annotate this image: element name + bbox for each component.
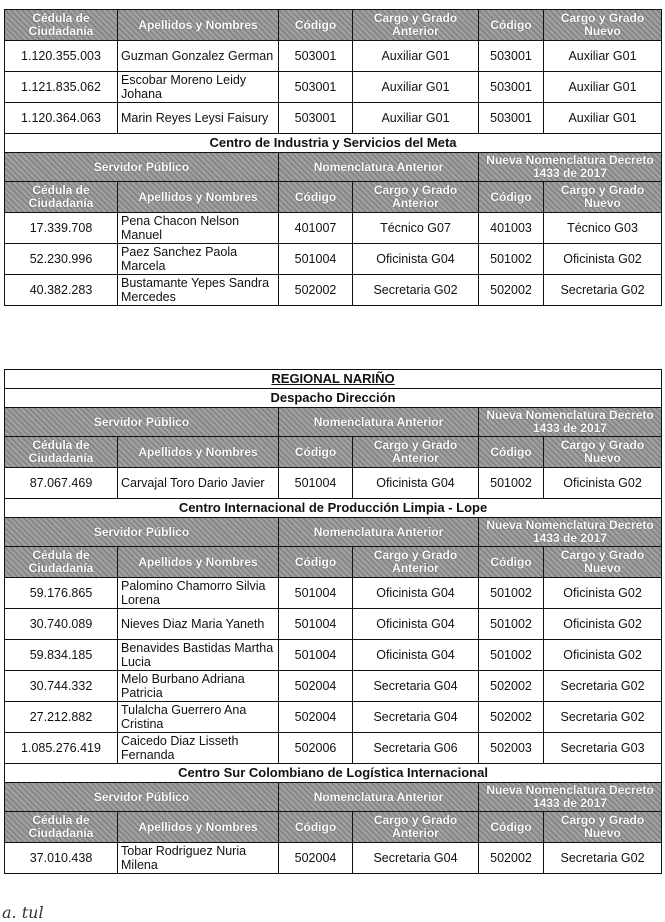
table-row [5, 103, 662, 134]
cell-codigo-nuevo: 501002 [479, 578, 544, 609]
table-row [5, 72, 662, 103]
cell-cedula: 1.120.355.003 [5, 41, 118, 72]
cell-cargo-anterior: Secretaria G02 [353, 275, 479, 306]
cell-nombre: Tobar Rodriguez Nuria Milena [118, 843, 279, 874]
header-servidor: Servidor Público [5, 783, 279, 812]
header-codigo-nuevo: Código [479, 182, 544, 213]
header-cargo-anterior: Cargo y Grado Anterior [353, 547, 479, 578]
cell-nombre: Marin Reyes Leysi Faisury [118, 103, 279, 134]
cell-cargo-nuevo: Secretaria G02 [544, 671, 662, 702]
table-row [5, 244, 662, 275]
header-nombres: Apellidos y Nombres [118, 547, 279, 578]
cell-cargo-nuevo: Secretaria G02 [544, 275, 662, 306]
cell-cargo-nuevo: Oficinista G02 [544, 609, 662, 640]
cell-cargo-anterior: Oficinista G04 [353, 640, 479, 671]
header-nueva: Nueva Nomenclatura Decreto 1433 de 2017 [479, 783, 662, 812]
cell-cargo-nuevo: Secretaria G03 [544, 733, 662, 764]
table-meta [4, 9, 662, 306]
cell-cedula: 1.120.364.063 [5, 103, 118, 134]
cell-cargo-nuevo: Auxiliar G01 [544, 103, 662, 134]
header-nombres: Apellidos y Nombres [118, 10, 279, 41]
cell-cargo-nuevo: Secretaria G02 [544, 843, 662, 874]
header-cedula: Cédula de Ciudadanía [5, 812, 118, 843]
section-title: Despacho Dirección [5, 389, 662, 408]
header-servidor: Servidor Público [5, 408, 279, 437]
cell-cargo-anterior: Oficinista G04 [353, 244, 479, 275]
table-row [5, 702, 662, 733]
cell-cargo-anterior: Secretaria G04 [353, 671, 479, 702]
cell-codigo-nuevo: 503001 [479, 72, 544, 103]
header-cedula: Cédula de Ciudadanía [5, 547, 118, 578]
table-row [5, 671, 662, 702]
column-header-row [5, 10, 662, 41]
cell-cedula: 17.339.708 [5, 213, 118, 244]
cell-cargo-nuevo: Oficinista G02 [544, 468, 662, 499]
cell-cedula: 87.067.469 [5, 468, 118, 499]
cell-codigo-anterior: 502004 [279, 843, 353, 874]
table-row [5, 733, 662, 764]
cell-cargo-anterior: Secretaria G04 [353, 843, 479, 874]
cell-codigo-anterior: 501004 [279, 468, 353, 499]
cell-cedula: 1.121.835.062 [5, 72, 118, 103]
cell-codigo-nuevo: 501002 [479, 244, 544, 275]
cell-codigo-anterior: 502004 [279, 671, 353, 702]
cell-nombre: Carvajal Toro Dario Javier [118, 468, 279, 499]
cell-codigo-nuevo: 501002 [479, 468, 544, 499]
cell-cargo-anterior: Auxiliar G01 [353, 72, 479, 103]
table-row [5, 213, 662, 244]
header-cargo-nuevo: Cargo y Grado Nuevo [544, 437, 662, 468]
cell-nombre: Nieves Diaz Maria Yaneth [118, 609, 279, 640]
cell-codigo-anterior: 501004 [279, 609, 353, 640]
cell-cedula: 40.382.283 [5, 275, 118, 306]
group-header-row [5, 408, 662, 437]
header-cedula: Cédula de Ciudadanía [5, 10, 118, 41]
header-codigo-nuevo: Código [479, 10, 544, 41]
header-cargo-nuevo: Cargo y Grado Nuevo [544, 182, 662, 213]
cell-codigo-nuevo: 501002 [479, 609, 544, 640]
cell-cargo-anterior: Oficinista G04 [353, 609, 479, 640]
cell-codigo-nuevo: 401003 [479, 213, 544, 244]
header-cargo-anterior: Cargo y Grado Anterior [353, 10, 479, 41]
table-row [5, 578, 662, 609]
cell-cedula: 27.212.882 [5, 702, 118, 733]
header-anterior: Nomenclatura Anterior [279, 153, 479, 182]
table-row [5, 468, 662, 499]
regional-title-row [5, 370, 662, 389]
cell-nombre: Caicedo Diaz Lisseth Fernanda [118, 733, 279, 764]
cell-codigo-nuevo: 502002 [479, 843, 544, 874]
group-header-row [5, 518, 662, 547]
cell-cedula: 59.176.865 [5, 578, 118, 609]
header-nueva: Nueva Nomenclatura Decreto 1433 de 2017 [479, 518, 662, 547]
header-codigo-anterior: Código [279, 437, 353, 468]
header-codigo-nuevo: Código [479, 812, 544, 843]
cell-cargo-anterior: Secretaria G06 [353, 733, 479, 764]
header-codigo-anterior: Código [279, 182, 353, 213]
cell-codigo-anterior: 401007 [279, 213, 353, 244]
cell-cedula: 37.010.438 [5, 843, 118, 874]
header-codigo-nuevo: Código [479, 547, 544, 578]
cell-codigo-anterior: 501004 [279, 640, 353, 671]
section-row [5, 134, 662, 153]
cell-cargo-anterior: Oficinista G04 [353, 468, 479, 499]
cell-codigo-anterior: 503001 [279, 103, 353, 134]
header-nombres: Apellidos y Nombres [118, 812, 279, 843]
cell-nombre: Melo Burbano Adriana Patricia [118, 671, 279, 702]
cell-cedula: 1.085.276.419 [5, 733, 118, 764]
cell-nombre: Guzman Gonzalez German [118, 41, 279, 72]
cell-cargo-anterior: Técnico G07 [353, 213, 479, 244]
cell-nombre: Pena Chacon Nelson Manuel [118, 213, 279, 244]
column-header-row [5, 437, 662, 468]
cell-codigo-nuevo: 502002 [479, 275, 544, 306]
header-cargo-nuevo: Cargo y Grado Nuevo [544, 812, 662, 843]
header-nueva: Nueva Nomenclatura Decreto 1433 de 2017 [479, 408, 662, 437]
column-header-row [5, 547, 662, 578]
cell-codigo-nuevo: 503001 [479, 41, 544, 72]
table-row [5, 609, 662, 640]
section-row [5, 764, 662, 783]
cell-cargo-anterior: Secretaria G04 [353, 702, 479, 733]
section-title: Centro Sur Colombiano de Logística Internacional [5, 764, 662, 783]
header-cedula: Cédula de Ciudadanía [5, 182, 118, 213]
section-title: Centro Internacional de Producción Limpia - Lope [5, 499, 662, 518]
cell-nombre: Tulalcha Guerrero Ana Cristina [118, 702, 279, 733]
cell-cargo-anterior: Auxiliar G01 [353, 103, 479, 134]
cell-cedula: 30.744.332 [5, 671, 118, 702]
header-nombres: Apellidos y Nombres [118, 182, 279, 213]
header-servidor: Servidor Público [5, 153, 279, 182]
header-cargo-anterior: Cargo y Grado Anterior [353, 182, 479, 213]
table-row [5, 640, 662, 671]
cell-codigo-anterior: 502006 [279, 733, 353, 764]
header-codigo-anterior: Código [279, 547, 353, 578]
cell-cargo-nuevo: Oficinista G02 [544, 578, 662, 609]
cell-nombre: Escobar Moreno Leidy Johana [118, 72, 279, 103]
cell-cedula: 30.740.089 [5, 609, 118, 640]
header-nueva: Nueva Nomenclatura Decreto 1433 de 2017 [479, 153, 662, 182]
section-title: Centro de Industria y Servicios del Meta [5, 134, 662, 153]
cell-nombre: Palomino Chamorro Silvia Lorena [118, 578, 279, 609]
cell-nombre: Paez Sanchez Paola Marcela [118, 244, 279, 275]
header-anterior: Nomenclatura Anterior [279, 518, 479, 547]
header-anterior: Nomenclatura Anterior [279, 783, 479, 812]
cell-codigo-nuevo: 502003 [479, 733, 544, 764]
header-nombres: Apellidos y Nombres [118, 437, 279, 468]
cell-codigo-anterior: 502002 [279, 275, 353, 306]
cell-codigo-nuevo: 502002 [479, 702, 544, 733]
cell-cargo-nuevo: Oficinista G02 [544, 640, 662, 671]
handwritten-signature: a. tul [2, 903, 44, 922]
cell-codigo-anterior: 503001 [279, 72, 353, 103]
cell-cargo-nuevo: Oficinista G02 [544, 244, 662, 275]
cell-cedula: 59.834.185 [5, 640, 118, 671]
cell-cargo-nuevo: Auxiliar G01 [544, 41, 662, 72]
header-cargo-nuevo: Cargo y Grado Nuevo [544, 547, 662, 578]
cell-cargo-nuevo: Auxiliar G01 [544, 72, 662, 103]
group-header-row [5, 153, 662, 182]
cell-cargo-nuevo: Secretaria G02 [544, 702, 662, 733]
table-row [5, 275, 662, 306]
cell-cargo-anterior: Oficinista G04 [353, 578, 479, 609]
header-anterior: Nomenclatura Anterior [279, 408, 479, 437]
header-cargo-nuevo: Cargo y Grado Nuevo [544, 10, 662, 41]
cell-codigo-nuevo: 501002 [479, 640, 544, 671]
header-codigo-nuevo: Código [479, 437, 544, 468]
cell-codigo-anterior: 503001 [279, 41, 353, 72]
column-header-row [5, 182, 662, 213]
cell-codigo-nuevo: 503001 [479, 103, 544, 134]
header-cargo-anterior: Cargo y Grado Anterior [353, 812, 479, 843]
table-narino [4, 369, 662, 874]
section-row [5, 499, 662, 518]
table-row [5, 41, 662, 72]
header-servidor: Servidor Público [5, 518, 279, 547]
cell-cedula: 52.230.996 [5, 244, 118, 275]
cell-nombre: Benavides Bastidas Martha Lucia [118, 640, 279, 671]
group-header-row [5, 783, 662, 812]
regional-title: REGIONAL NARIÑO [5, 370, 662, 389]
cell-codigo-anterior: 502004 [279, 702, 353, 733]
header-codigo-anterior: Código [279, 812, 353, 843]
cell-codigo-anterior: 501004 [279, 578, 353, 609]
section-row [5, 389, 662, 408]
header-codigo-anterior: Código [279, 10, 353, 41]
cell-cargo-nuevo: Técnico G03 [544, 213, 662, 244]
cell-codigo-anterior: 501004 [279, 244, 353, 275]
header-cargo-anterior: Cargo y Grado Anterior [353, 437, 479, 468]
table-row [5, 843, 662, 874]
cell-nombre: Bustamante Yepes Sandra Mercedes [118, 275, 279, 306]
cell-cargo-anterior: Auxiliar G01 [353, 41, 479, 72]
cell-codigo-nuevo: 502002 [479, 671, 544, 702]
column-header-row [5, 812, 662, 843]
header-cedula: Cédula de Ciudadanía [5, 437, 118, 468]
